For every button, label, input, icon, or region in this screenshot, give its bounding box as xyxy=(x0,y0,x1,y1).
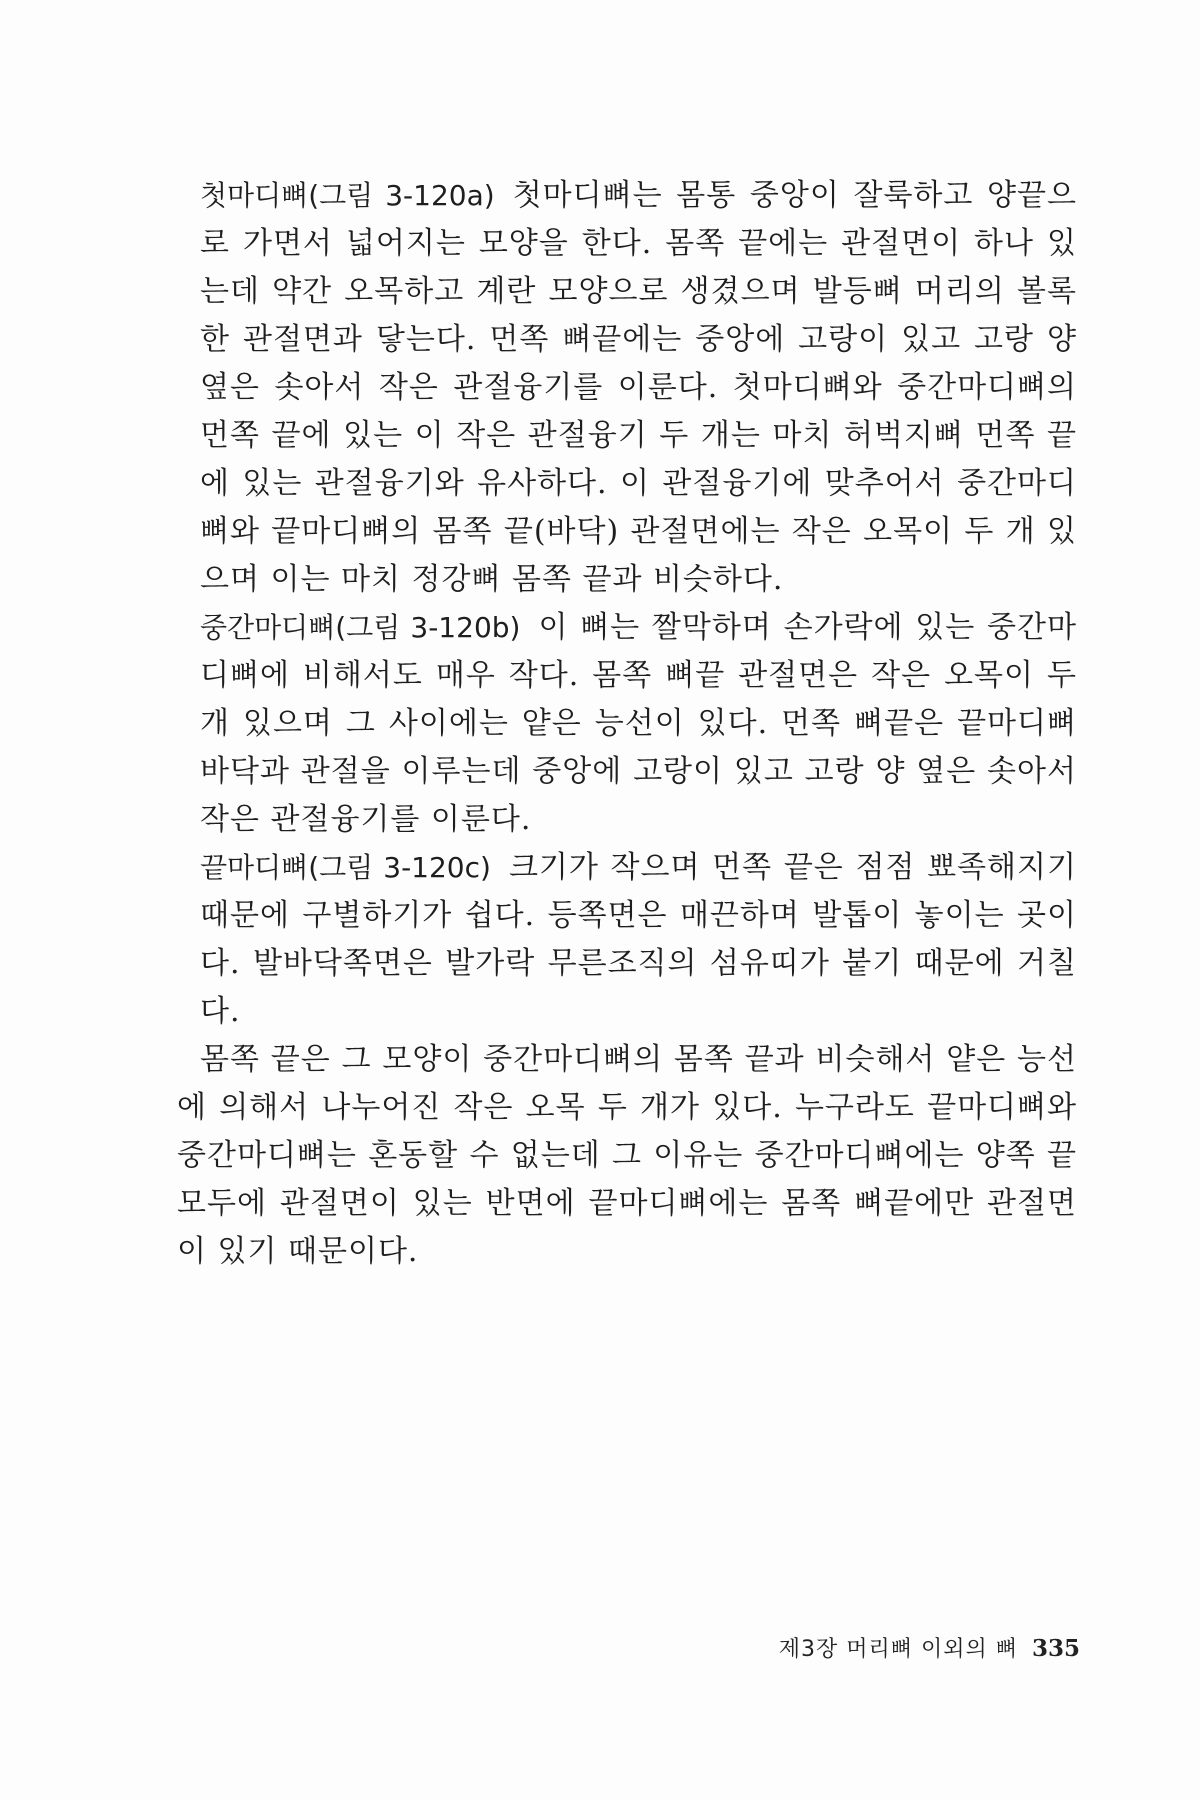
entry-term: 끝마디뼈(그림 3-120c) xyxy=(200,851,491,884)
entry-text: 크기가 작으며 먼쪽 끝은 점점 뾰족해지기 때문에 구별하기가 쉽다. 등쪽면은 매끈하며 발톱이 놓이는 곳이다. 발바닥쪽면은 발가락 무른조직의 섬유띠가 붙기 때문에 거칠다. xyxy=(200,850,1077,1029)
body-text xyxy=(177,172,1077,1276)
entry-term: 첫마디뼈(그림 3-120a) xyxy=(200,179,495,212)
entry-text: 첫마디뼈는 몸통 중앙이 잘룩하고 양끝으로 가면서 넓어지는 모양을 한다. 몸쪽 끝에는 관절면이 하나 있는데 약간 오목하고 계란 모양으로 생겼으며 발등뼈 머리의 볼록한 관절면과 닿는다. 먼쪽 뼈끝에는 중앙에 고랑이 있고 고랑 양옆은 솟아서 작은 관절융기를 이룬다. 첫마디뼈와 중간마디뼈의 먼쪽 끝에 있는 이 작은 관절융기 두 개는 마치 허벅지뼈 먼쪽 끝에 있는 관절융기와 유사하다. 이 관절융기에 맞추어서 중간마디뼈와 끝마디뼈의 몸쪽 끝(바닥) 관절면에는 작은 오목이 두 개 있으며 이는 마치 정강뼈 몸쪽 끝과 비슷하다. xyxy=(200,178,1077,597)
running-footer xyxy=(779,1632,1080,1663)
entry-proximal-phalanx xyxy=(177,172,1077,604)
entry-middle-phalanx xyxy=(177,604,1077,844)
entry-term: 중간마디뼈(그림 3-120b) xyxy=(200,611,521,644)
entry-text: 이 뼈는 짤막하며 손가락에 있는 중간마디뼈에 비해서도 매우 작다. 몸쪽 뼈끝 관절면은 작은 오목이 두 개 있으며 그 사이에는 얕은 능선이 있다. 먼쪽 뼈끝은 끝마디뼈 바닥과 관절을 이루는데 중앙에 고랑이 있고 고랑 양 옆은 솟아서 작은 관절융기를 이룬다. xyxy=(200,610,1077,837)
closing-paragraph: 몸쪽 끝은 그 모양이 중간마디뼈의 몸쪽 끝과 비슷해서 얕은 능선에 의해서 나누어진 작은 오목 두 개가 있다. 누구라도 끝마디뼈와 중간마디뼈는 혼동할 수 없는데 그 이유는 중간마디뼈에는 양쪽 끝 모두에 관절면이 있는 반면에 끝마디뼈에는 몸쪽 뼈끝에만 관절면이 있기 때문이다. xyxy=(177,1042,1077,1269)
page-number: 335 xyxy=(1031,1635,1080,1662)
entry-distal-phalanx xyxy=(177,844,1077,1036)
chapter-title: 제3장 머리뼈 이외의 뼈 xyxy=(778,1637,1018,1662)
